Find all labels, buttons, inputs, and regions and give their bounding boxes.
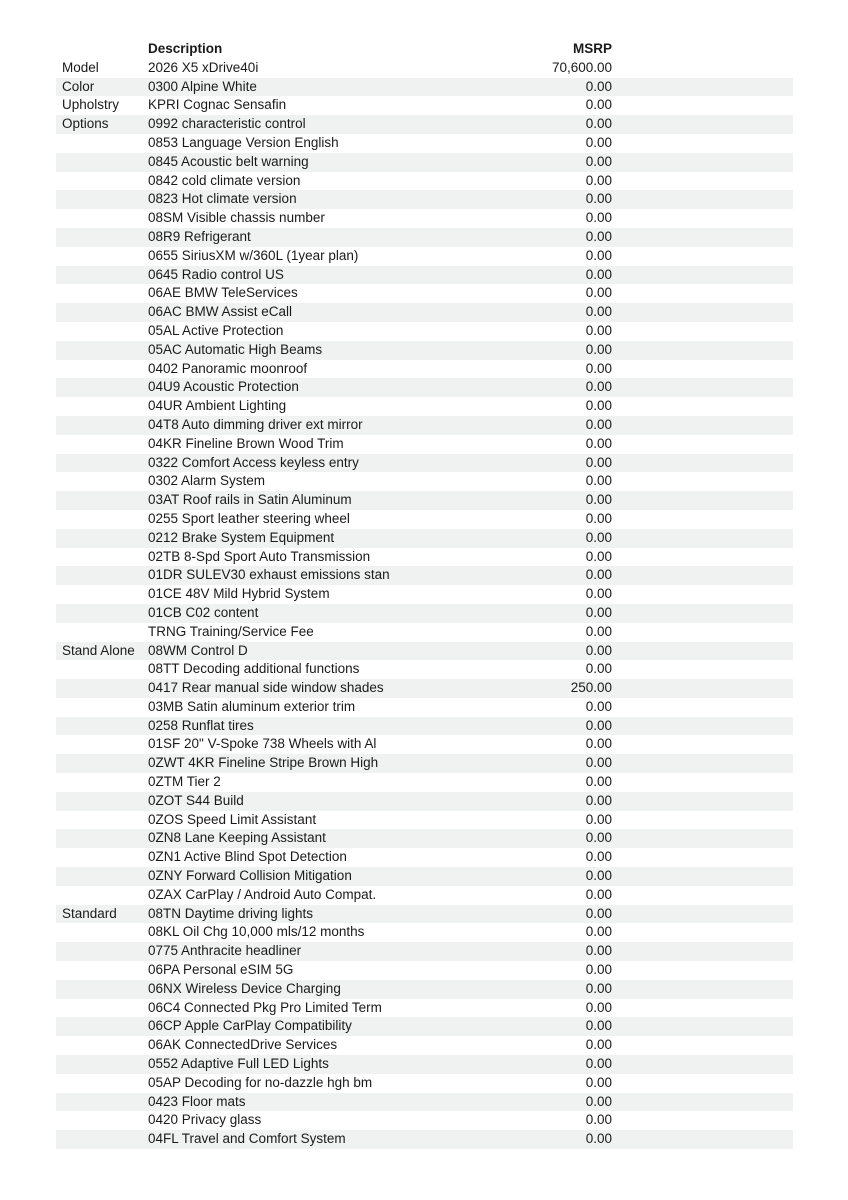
table-row bbox=[56, 59, 793, 78]
row-msrp: 0.00 bbox=[585, 868, 612, 884]
table-row bbox=[56, 1111, 793, 1130]
table-row bbox=[56, 266, 793, 285]
row-category bbox=[56, 829, 148, 848]
row-category bbox=[56, 1093, 148, 1112]
row-spacer bbox=[612, 209, 793, 228]
row-msrp: 0.00 bbox=[585, 999, 612, 1015]
table-row bbox=[56, 867, 793, 886]
row-description: 06CP Apple CarPlay Compatibility bbox=[148, 1018, 352, 1034]
row-msrp: 0.00 bbox=[585, 661, 612, 677]
row-category bbox=[56, 754, 148, 773]
row-spacer bbox=[612, 360, 793, 379]
row-msrp: 250.00 bbox=[570, 680, 612, 696]
table-row bbox=[56, 1036, 793, 1055]
row-msrp: 0.00 bbox=[585, 360, 612, 376]
row-spacer bbox=[612, 548, 793, 567]
row-msrp: 0.00 bbox=[585, 266, 612, 282]
table-row bbox=[56, 134, 793, 153]
row-category bbox=[56, 942, 148, 961]
row-category bbox=[56, 491, 148, 510]
row-msrp: 0.00 bbox=[585, 698, 612, 714]
row-description: 08R9 Refrigerant bbox=[148, 228, 251, 244]
row-description: 0420 Privacy glass bbox=[148, 1112, 262, 1128]
row-spacer bbox=[612, 792, 793, 811]
row-category bbox=[56, 303, 148, 322]
table-row bbox=[56, 1055, 793, 1074]
table-row bbox=[56, 416, 793, 435]
row-spacer bbox=[612, 717, 793, 736]
row-description: 0645 Radio control US bbox=[148, 266, 284, 282]
table-row bbox=[56, 980, 793, 999]
row-category: Model bbox=[62, 59, 99, 75]
row-description: 08SM Visible chassis number bbox=[148, 210, 325, 226]
row-msrp: 0.00 bbox=[585, 755, 612, 771]
row-category bbox=[56, 153, 148, 172]
row-description: 0302 Alarm System bbox=[148, 473, 266, 489]
row-msrp: 0.00 bbox=[585, 548, 612, 564]
table-row bbox=[56, 698, 793, 717]
row-description: 08WM Control D bbox=[148, 642, 248, 658]
row-msrp: 0.00 bbox=[585, 604, 612, 620]
row-msrp: 0.00 bbox=[585, 642, 612, 658]
row-category bbox=[56, 322, 148, 341]
row-msrp: 0.00 bbox=[585, 473, 612, 489]
row-description: 0823 Hot climate version bbox=[148, 191, 297, 207]
row-spacer bbox=[612, 1111, 793, 1130]
row-msrp: 0.00 bbox=[585, 924, 612, 940]
row-spacer bbox=[612, 754, 793, 773]
row-msrp: 0.00 bbox=[585, 886, 612, 902]
table-row bbox=[56, 209, 793, 228]
row-category bbox=[56, 679, 148, 698]
table-row bbox=[56, 604, 793, 623]
row-msrp: 0.00 bbox=[585, 341, 612, 357]
table-row bbox=[56, 153, 793, 172]
row-msrp: 0.00 bbox=[585, 134, 612, 150]
row-description: 0402 Panoramic moonroof bbox=[148, 360, 308, 376]
row-spacer bbox=[612, 491, 793, 510]
row-msrp: 0.00 bbox=[585, 830, 612, 846]
row-spacer bbox=[612, 980, 793, 999]
row-description: 0ZNY Forward Collision Mitigation bbox=[148, 868, 352, 884]
row-spacer bbox=[612, 529, 793, 548]
row-description: 0ZTM Tier 2 bbox=[148, 774, 221, 790]
row-spacer bbox=[612, 1074, 793, 1093]
row-spacer bbox=[612, 566, 793, 585]
row-description: 0842 cold climate version bbox=[148, 172, 301, 188]
row-description: 0ZOS Speed Limit Assistant bbox=[148, 811, 317, 827]
row-description: 02TB 8-Spd Sport Auto Transmission bbox=[148, 548, 371, 564]
row-category bbox=[56, 454, 148, 473]
table-row bbox=[56, 341, 793, 360]
row-description: 0655 SiriusXM w/360L (1year plan) bbox=[148, 247, 359, 263]
row-msrp: 0.00 bbox=[585, 980, 612, 996]
table-row bbox=[56, 961, 793, 980]
row-msrp: 0.00 bbox=[585, 322, 612, 338]
table-row bbox=[56, 510, 793, 529]
row-category bbox=[56, 378, 148, 397]
row-description: 0212 Brake System Equipment bbox=[148, 529, 335, 545]
table-row bbox=[56, 1074, 793, 1093]
row-msrp: 0.00 bbox=[585, 717, 612, 733]
row-category: Options bbox=[62, 116, 109, 132]
table-row bbox=[56, 435, 793, 454]
row-category bbox=[56, 209, 148, 228]
row-spacer bbox=[612, 1093, 793, 1112]
table-row bbox=[56, 1130, 793, 1149]
row-msrp: 0.00 bbox=[585, 792, 612, 808]
table-row bbox=[56, 848, 793, 867]
table-row bbox=[56, 303, 793, 322]
row-spacer bbox=[612, 1055, 793, 1074]
row-category: Upholstry bbox=[62, 97, 120, 113]
header-category bbox=[56, 40, 148, 59]
row-spacer bbox=[612, 472, 793, 491]
row-spacer bbox=[612, 679, 793, 698]
table-row bbox=[56, 472, 793, 491]
row-msrp: 0.00 bbox=[585, 586, 612, 602]
row-msrp: 0.00 bbox=[585, 962, 612, 978]
row-category bbox=[56, 1074, 148, 1093]
row-spacer bbox=[612, 134, 793, 153]
header-description: Description bbox=[148, 41, 223, 56]
row-msrp: 0.00 bbox=[585, 1037, 612, 1053]
row-spacer bbox=[612, 961, 793, 980]
row-description: 06NX Wireless Device Charging bbox=[148, 980, 341, 996]
row-spacer bbox=[612, 698, 793, 717]
row-description: 06PA Personal eSIM 5G bbox=[148, 962, 294, 978]
row-category bbox=[56, 1055, 148, 1074]
row-description: TRNG Training/Service Fee bbox=[148, 623, 314, 639]
row-spacer bbox=[612, 735, 793, 754]
row-description: 06AC BMW Assist eCall bbox=[148, 304, 293, 320]
row-msrp: 0.00 bbox=[585, 379, 612, 395]
row-description: 0992 characteristic control bbox=[148, 116, 306, 132]
row-msrp: 0.00 bbox=[585, 398, 612, 414]
row-description: 2026 X5 xDrive40i bbox=[148, 59, 259, 75]
row-description: 0853 Language Version English bbox=[148, 134, 339, 150]
row-category bbox=[56, 773, 148, 792]
row-msrp: 0.00 bbox=[585, 191, 612, 207]
row-spacer bbox=[612, 604, 793, 623]
row-category bbox=[56, 923, 148, 942]
table-row bbox=[56, 923, 793, 942]
row-category bbox=[56, 266, 148, 285]
row-category bbox=[56, 190, 148, 209]
row-spacer bbox=[612, 322, 793, 341]
row-spacer bbox=[612, 942, 793, 961]
row-category bbox=[56, 999, 148, 1018]
row-category bbox=[56, 811, 148, 830]
table-row bbox=[56, 999, 793, 1018]
row-msrp: 0.00 bbox=[585, 1131, 612, 1147]
row-spacer bbox=[612, 454, 793, 473]
table-row bbox=[56, 585, 793, 604]
row-msrp: 0.00 bbox=[585, 1074, 612, 1090]
row-spacer bbox=[612, 510, 793, 529]
row-msrp: 0.00 bbox=[585, 774, 612, 790]
table-row bbox=[56, 378, 793, 397]
row-spacer bbox=[612, 867, 793, 886]
row-msrp: 0.00 bbox=[585, 492, 612, 508]
table-row bbox=[56, 454, 793, 473]
row-description: 01CE 48V Mild Hybrid System bbox=[148, 586, 330, 602]
row-description: 04T8 Auto dimming driver ext mirror bbox=[148, 416, 363, 432]
row-msrp: 0.00 bbox=[585, 304, 612, 320]
row-spacer bbox=[612, 96, 793, 115]
row-category bbox=[56, 660, 148, 679]
row-category bbox=[56, 397, 148, 416]
row-msrp: 70,600.00 bbox=[551, 59, 612, 75]
row-description: 05AL Active Protection bbox=[148, 322, 284, 338]
row-msrp: 0.00 bbox=[585, 736, 612, 752]
row-category bbox=[56, 585, 148, 604]
table-row bbox=[56, 491, 793, 510]
row-spacer bbox=[612, 999, 793, 1018]
row-spacer bbox=[612, 78, 793, 97]
row-description: 06AE BMW TeleServices bbox=[148, 285, 298, 301]
row-description: 04KR Fineline Brown Wood Trim bbox=[148, 435, 344, 451]
row-description: 03AT Roof rails in Satin Aluminum bbox=[148, 492, 352, 508]
row-description: 08KL Oil Chg 10,000 mls/12 months bbox=[148, 924, 365, 940]
row-msrp: 0.00 bbox=[585, 510, 612, 526]
table-row bbox=[56, 566, 793, 585]
table-header-row bbox=[56, 40, 793, 59]
row-description: 0ZWT 4KR Fineline Stripe Brown High bbox=[148, 755, 379, 771]
row-category bbox=[56, 548, 148, 567]
row-category bbox=[56, 1111, 148, 1130]
row-spacer bbox=[612, 115, 793, 134]
row-category bbox=[56, 1017, 148, 1036]
table-row bbox=[56, 735, 793, 754]
table-row bbox=[56, 792, 793, 811]
table-row bbox=[56, 717, 793, 736]
row-msrp: 0.00 bbox=[585, 285, 612, 301]
row-msrp: 0.00 bbox=[585, 567, 612, 583]
row-category bbox=[56, 961, 148, 980]
row-spacer bbox=[612, 829, 793, 848]
table-row bbox=[56, 829, 793, 848]
row-spacer bbox=[612, 59, 793, 78]
row-spacer bbox=[612, 172, 793, 191]
table-row bbox=[56, 754, 793, 773]
table-row bbox=[56, 1017, 793, 1036]
row-description: 0775 Anthracite headliner bbox=[148, 943, 302, 959]
row-msrp: 0.00 bbox=[585, 849, 612, 865]
row-spacer bbox=[612, 642, 793, 661]
row-description: 08TN Daytime driving lights bbox=[148, 905, 314, 921]
row-description: 0ZN8 Lane Keeping Assistant bbox=[148, 830, 326, 846]
row-spacer bbox=[612, 1130, 793, 1149]
row-category bbox=[56, 228, 148, 247]
row-msrp: 0.00 bbox=[585, 1112, 612, 1128]
row-category bbox=[56, 172, 148, 191]
table-row bbox=[56, 623, 793, 642]
row-category bbox=[56, 980, 148, 999]
row-category: Color bbox=[62, 78, 95, 94]
row-category bbox=[56, 134, 148, 153]
row-spacer bbox=[612, 886, 793, 905]
row-spacer bbox=[612, 284, 793, 303]
row-description: 0300 Alpine White bbox=[148, 78, 257, 94]
pricing-table bbox=[56, 40, 793, 1149]
row-description: 06AK ConnectedDrive Services bbox=[148, 1037, 338, 1053]
table-row bbox=[56, 529, 793, 548]
row-category bbox=[56, 341, 148, 360]
table-row bbox=[56, 322, 793, 341]
row-category bbox=[56, 604, 148, 623]
row-description: 06C4 Connected Pkg Pro Limited Term bbox=[148, 999, 382, 1015]
row-description: 04U9 Acoustic Protection bbox=[148, 379, 299, 395]
table-row bbox=[56, 172, 793, 191]
row-category bbox=[56, 284, 148, 303]
row-spacer bbox=[612, 153, 793, 172]
table-row bbox=[56, 247, 793, 266]
table-row bbox=[56, 548, 793, 567]
row-category bbox=[56, 360, 148, 379]
row-description: 01CB C02 content bbox=[148, 604, 259, 620]
row-spacer bbox=[612, 435, 793, 454]
row-msrp: 0.00 bbox=[585, 416, 612, 432]
row-spacer bbox=[612, 848, 793, 867]
table-row bbox=[56, 773, 793, 792]
row-description: 0255 Sport leather steering wheel bbox=[148, 510, 350, 526]
row-spacer bbox=[612, 397, 793, 416]
row-description: 05AP Decoding for no-dazzle hgh bm bbox=[148, 1074, 373, 1090]
row-msrp: 0.00 bbox=[585, 454, 612, 470]
row-category bbox=[56, 886, 148, 905]
row-category bbox=[56, 698, 148, 717]
row-description: 0417 Rear manual side window shades bbox=[148, 680, 384, 696]
row-msrp: 0.00 bbox=[585, 97, 612, 113]
row-description: 0ZN1 Active Blind Spot Detection bbox=[148, 849, 347, 865]
row-description: 08TT Decoding additional functions bbox=[148, 661, 360, 677]
table-row bbox=[56, 642, 793, 661]
row-description: 0ZAX CarPlay / Android Auto Compat. bbox=[148, 886, 377, 902]
row-spacer bbox=[612, 905, 793, 924]
row-spacer bbox=[612, 623, 793, 642]
row-msrp: 0.00 bbox=[585, 210, 612, 226]
row-description: 01SF 20" V-Spoke 738 Wheels with Al bbox=[148, 736, 377, 752]
row-category: Standard bbox=[62, 905, 117, 921]
row-spacer bbox=[612, 1036, 793, 1055]
row-category bbox=[56, 867, 148, 886]
row-spacer bbox=[612, 303, 793, 322]
row-msrp: 0.00 bbox=[585, 78, 612, 94]
row-spacer bbox=[612, 773, 793, 792]
row-description: 04FL Travel and Comfort System bbox=[148, 1131, 346, 1147]
row-category bbox=[56, 529, 148, 548]
table-row bbox=[56, 115, 793, 134]
row-spacer bbox=[612, 247, 793, 266]
row-msrp: 0.00 bbox=[585, 811, 612, 827]
row-description: 0552 Adaptive Full LED Lights bbox=[148, 1056, 329, 1072]
row-category bbox=[56, 623, 148, 642]
row-msrp: 0.00 bbox=[585, 228, 612, 244]
row-description: 0845 Acoustic belt warning bbox=[148, 153, 309, 169]
row-category bbox=[56, 510, 148, 529]
row-msrp: 0.00 bbox=[585, 1093, 612, 1109]
row-category: Stand Alone bbox=[62, 642, 135, 658]
row-spacer bbox=[612, 660, 793, 679]
table-row bbox=[56, 190, 793, 209]
row-description: 0322 Comfort Access keyless entry bbox=[148, 454, 359, 470]
table-row bbox=[56, 284, 793, 303]
row-description: 0ZOT S44 Build bbox=[148, 792, 244, 808]
row-msrp: 0.00 bbox=[585, 116, 612, 132]
row-spacer bbox=[612, 341, 793, 360]
row-description: 01DR SULEV30 exhaust emissions stan bbox=[148, 567, 390, 583]
table-row bbox=[56, 679, 793, 698]
table-row bbox=[56, 886, 793, 905]
table-row bbox=[56, 660, 793, 679]
row-spacer bbox=[612, 811, 793, 830]
row-msrp: 0.00 bbox=[585, 153, 612, 169]
row-category bbox=[56, 735, 148, 754]
row-category bbox=[56, 848, 148, 867]
header-spacer bbox=[612, 40, 793, 59]
row-msrp: 0.00 bbox=[585, 905, 612, 921]
row-spacer bbox=[612, 378, 793, 397]
table-row bbox=[56, 78, 793, 97]
row-msrp: 0.00 bbox=[585, 435, 612, 451]
row-spacer bbox=[612, 228, 793, 247]
row-msrp: 0.00 bbox=[585, 623, 612, 639]
table-row bbox=[56, 360, 793, 379]
row-spacer bbox=[612, 266, 793, 285]
row-category bbox=[56, 1036, 148, 1055]
table-row bbox=[56, 942, 793, 961]
row-spacer bbox=[612, 190, 793, 209]
row-spacer bbox=[612, 585, 793, 604]
row-description: 0423 Floor mats bbox=[148, 1093, 246, 1109]
row-category bbox=[56, 1130, 148, 1149]
row-description: 05AC Automatic High Beams bbox=[148, 341, 323, 357]
row-msrp: 0.00 bbox=[585, 172, 612, 188]
row-msrp: 0.00 bbox=[585, 943, 612, 959]
header-msrp: MSRP bbox=[572, 41, 612, 56]
row-spacer bbox=[612, 416, 793, 435]
row-category bbox=[56, 566, 148, 585]
row-spacer bbox=[612, 923, 793, 942]
row-msrp: 0.00 bbox=[585, 1018, 612, 1034]
table-row bbox=[56, 811, 793, 830]
row-msrp: 0.00 bbox=[585, 247, 612, 263]
row-description: 04UR Ambient Lighting bbox=[148, 398, 287, 414]
row-msrp: 0.00 bbox=[585, 1056, 612, 1072]
row-category bbox=[56, 792, 148, 811]
row-category bbox=[56, 472, 148, 491]
row-category bbox=[56, 435, 148, 454]
table-row bbox=[56, 1093, 793, 1112]
row-description: 03MB Satin aluminum exterior trim bbox=[148, 698, 356, 714]
row-category bbox=[56, 416, 148, 435]
row-spacer bbox=[612, 1017, 793, 1036]
row-msrp: 0.00 bbox=[585, 529, 612, 545]
row-description: 0258 Runflat tires bbox=[148, 717, 254, 733]
table-row bbox=[56, 397, 793, 416]
row-category bbox=[56, 247, 148, 266]
table-row bbox=[56, 96, 793, 115]
row-description: KPRI Cognac Sensafin bbox=[148, 97, 287, 113]
table-row bbox=[56, 905, 793, 924]
table-row bbox=[56, 228, 793, 247]
row-category bbox=[56, 717, 148, 736]
